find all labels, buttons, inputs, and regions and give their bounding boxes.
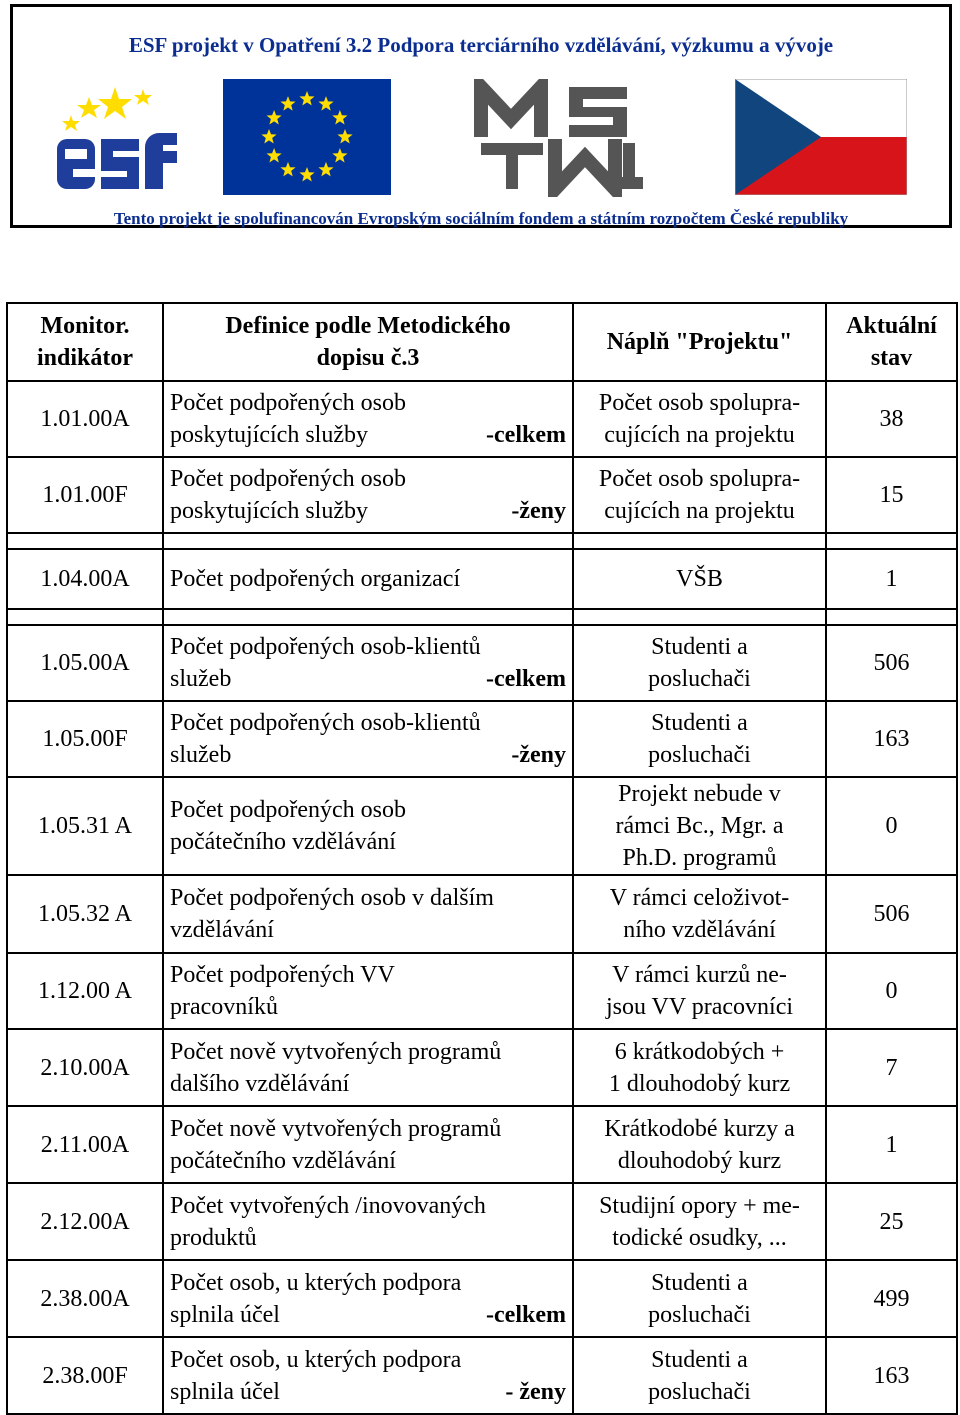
header-state: Aktuální stav	[826, 303, 957, 381]
row-code: 2.38.00A	[7, 1260, 163, 1337]
row-definition: Počet podpořených osob poskytujících služby -ženy	[163, 457, 573, 533]
row-value: 1	[826, 549, 957, 609]
table-row	[7, 1183, 957, 1260]
table-row	[7, 701, 957, 777]
row-definition: Počet podpořených organizací	[163, 549, 573, 609]
project-banner	[10, 4, 952, 228]
czech-flag	[735, 79, 907, 195]
row-code: 1.01.00A	[7, 381, 163, 457]
row-value: 0	[826, 953, 957, 1029]
header-code: Monitor. indikátor	[7, 303, 163, 381]
table-row	[7, 1029, 957, 1106]
row-content: Studenti a posluchači	[573, 1260, 826, 1337]
row-code: 1.04.00A	[7, 549, 163, 609]
row-definition: Počet vytvořených /inovovaných produktů	[163, 1183, 573, 1260]
row-value: 15	[826, 457, 957, 533]
row-definition: Počet podpořených osob v dalším vzdělávání	[163, 875, 573, 953]
row-value: 163	[826, 1337, 957, 1414]
row-content: V rámci kurzů ne- jsou VV pracovníci	[573, 953, 826, 1029]
row-value: 1	[826, 1106, 957, 1183]
row-value: 506	[826, 875, 957, 953]
table-row	[7, 1260, 957, 1337]
gender-suffix: - ženy	[505, 1378, 566, 1405]
table-row	[7, 1337, 957, 1414]
banner-footer: Tento projekt je spolufinancován Evropským sociálním fondem a státním rozpočtem České republiky	[113, 209, 849, 228]
table-row	[7, 625, 957, 701]
row-content: Studenti a posluchači	[573, 701, 826, 777]
row-definition: Počet nově vytvořených programů počátečního vzdělávání	[163, 1106, 573, 1183]
table-header-row	[7, 303, 957, 381]
row-value: 0	[826, 777, 957, 875]
table-row	[7, 1106, 957, 1183]
row-definition: Počet osob, u kterých podpora splnila účel -celkem	[163, 1260, 573, 1337]
row-code: 1.01.00F	[7, 457, 163, 533]
row-value: 38	[826, 381, 957, 457]
eu-flag	[223, 79, 391, 195]
row-content: 6 krátkodobých + 1 dlouhodobý kurz	[573, 1029, 826, 1106]
header-definition: Definice podle Metodického dopisu č.3	[163, 303, 573, 381]
gender-suffix: -ženy	[511, 742, 566, 768]
row-definition: Počet osob, u kterých podpora splnila účel - ženy	[163, 1337, 573, 1414]
gender-suffix: -ženy	[511, 498, 566, 524]
header-content: Náplň "Projektu"	[573, 303, 826, 381]
table-row	[7, 953, 957, 1029]
row-content: VŠB	[573, 549, 826, 609]
row-content: Studijní opory + me- todické osudky, ...	[573, 1183, 826, 1260]
row-value: 7	[826, 1029, 957, 1106]
row-value: 163	[826, 701, 957, 777]
table-row	[7, 381, 957, 457]
row-value: 499	[826, 1260, 957, 1337]
esf-logo	[53, 77, 203, 197]
row-content: Studenti a posluchači	[573, 625, 826, 701]
table-row-organizations	[7, 549, 957, 609]
row-content: V rámci celoživot- ního vzdělávání	[573, 875, 826, 953]
msmt-logo	[473, 79, 643, 197]
row-code: 2.38.00F	[7, 1337, 163, 1414]
row-content: Počet osob spolupra- cujících na projektu	[573, 381, 826, 457]
row-code: 1.05.00F	[7, 701, 163, 777]
row-content: Projekt nebude v rámci Bc., Mgr. a Ph.D. programů	[573, 777, 826, 875]
row-content: Studenti a posluchači	[573, 1337, 826, 1414]
row-code: 1.12.00 A	[7, 953, 163, 1029]
gender-suffix: -celkem	[486, 1301, 566, 1328]
gender-suffix: -celkem	[486, 422, 566, 448]
row-definition: Počet podpořených VV pracovníků	[163, 953, 573, 1029]
row-content: Krátkodobé kurzy a dlouhodobý kurz	[573, 1106, 826, 1183]
row-content: Počet osob spolupra- cujících na projektu	[573, 457, 826, 533]
row-definition: Počet nově vytvořených programů dalšího vzdělávání	[163, 1029, 573, 1106]
gender-suffix: -celkem	[486, 666, 566, 692]
banner-title: ESF projekt v Opatření 3.2 Podpora terciárního vzdělávání, výzkumu a vývoje	[128, 33, 834, 57]
row-definition: Počet podpořených osob poskytujících služby -celkem	[163, 381, 573, 457]
row-definition: Počet podpořených osob-klientů služeb -celkem	[163, 625, 573, 701]
row-value: 506	[826, 625, 957, 701]
row-code: 1.05.32 A	[7, 875, 163, 953]
table-row	[7, 457, 957, 533]
row-code: 2.12.00A	[7, 1183, 163, 1260]
row-definition: Počet podpořených osob počátečního vzdělávání	[163, 777, 573, 875]
indicator-table	[6, 302, 958, 1415]
table-row	[7, 875, 957, 953]
row-code: 2.11.00A	[7, 1106, 163, 1183]
row-definition: Počet podpořených osob-klientů služeb -ženy	[163, 701, 573, 777]
row-code: 2.10.00A	[7, 1029, 163, 1106]
row-code: 1.05.00A	[7, 625, 163, 701]
row-code: 1.05.31 A	[7, 777, 163, 875]
table-row	[7, 777, 957, 875]
row-value: 25	[826, 1183, 957, 1260]
